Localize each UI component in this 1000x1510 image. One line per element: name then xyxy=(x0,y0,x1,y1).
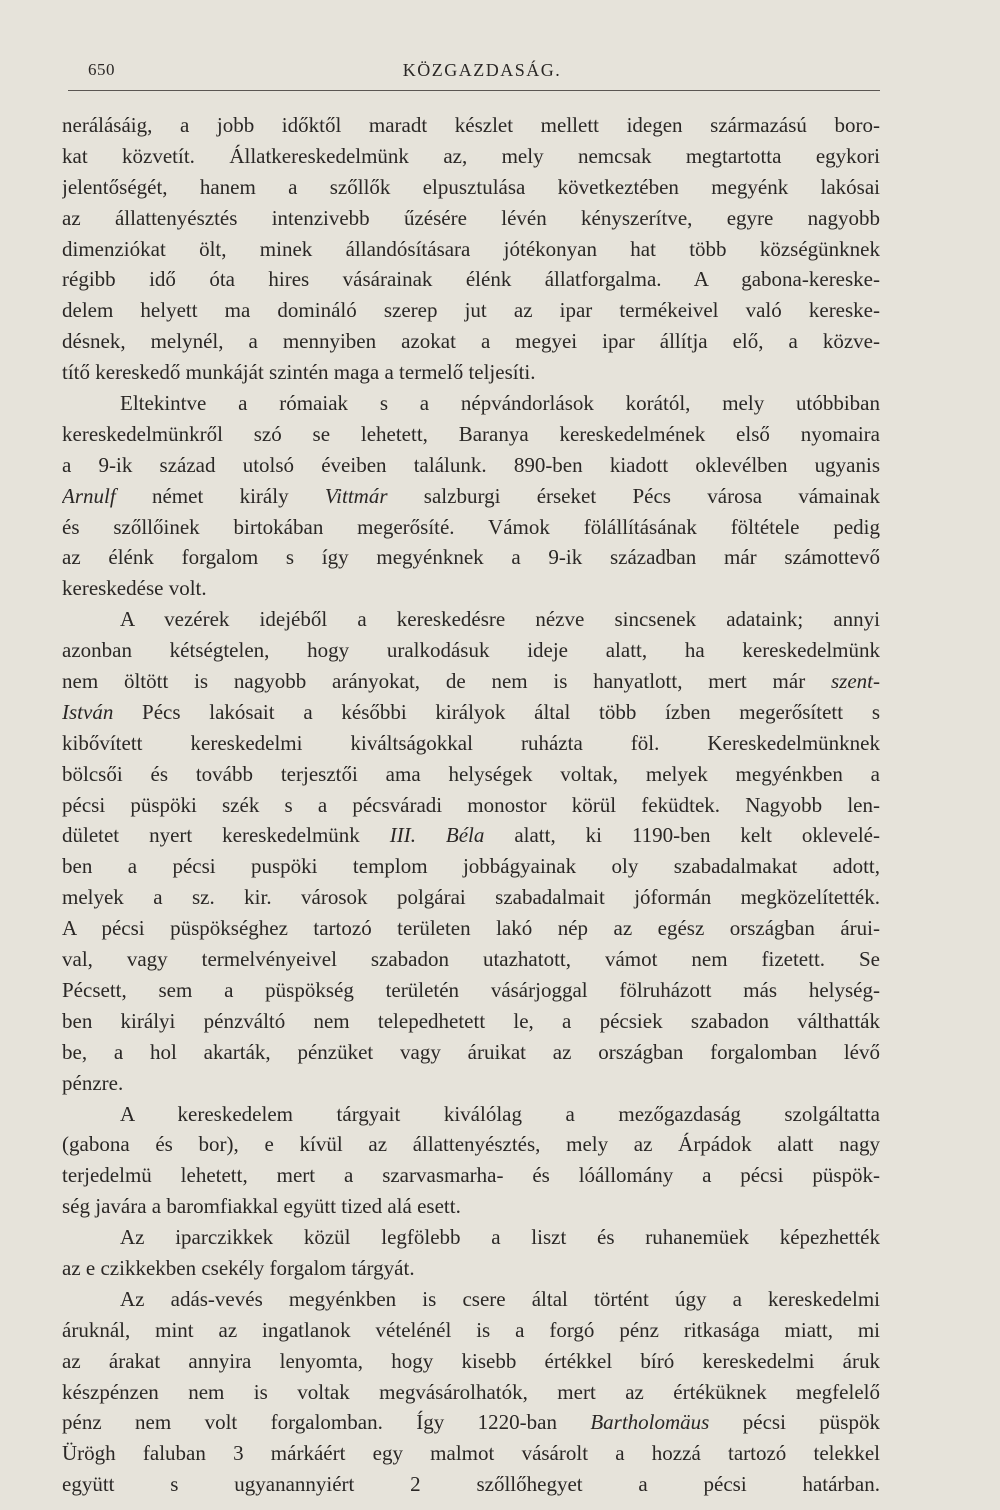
text-line xyxy=(62,1129,880,1160)
italic-segment: Bartholomäus xyxy=(590,1410,710,1435)
text-line xyxy=(62,759,880,790)
text-line xyxy=(62,295,880,326)
text-segment: dületet nyert kereskedelmünk xyxy=(62,823,390,848)
italic-segment: szent- xyxy=(831,669,880,694)
text-line xyxy=(62,975,880,1006)
text-line xyxy=(62,1469,880,1500)
text-segment: nerálásáig, a jobb időktől maradt készlet mellett idegen származású boro- xyxy=(62,113,880,137)
text-segment: Ürögh faluban 3 márkáért egy malmot vásárolt a hozzá tartozó telekkel xyxy=(62,1441,880,1466)
text-line xyxy=(62,141,880,172)
text-line xyxy=(62,1438,880,1469)
text-segment: ben a pécsi puspöki templom jobbágyainak oly szabadalmakat adott, xyxy=(62,854,880,879)
text-line xyxy=(62,542,880,573)
text-line xyxy=(62,573,880,604)
text-segment: dimenziókat ölt, minek állandósításara jótékonyan hat több községünknek xyxy=(62,236,880,261)
text-line xyxy=(62,1099,880,1130)
text-line xyxy=(62,1006,880,1037)
text-line xyxy=(62,1037,880,1068)
text-line xyxy=(62,1253,880,1284)
text-segment: régibb idő óta hires vásárainak élénk állatforgalma. A gabona-kereske- xyxy=(62,267,880,292)
text-line xyxy=(62,790,880,821)
text-segment: A pécsi püspökséghez tartozó területen lakó nép az egész országban árui- xyxy=(62,916,880,941)
text-line xyxy=(62,882,880,913)
text-segment: az élénk forgalom s így megyénknek a 9-ik században már számottevő xyxy=(62,545,880,570)
text-segment: alatt, ki 1190-ben kelt oklevelé- xyxy=(484,823,880,848)
text-line xyxy=(62,388,880,419)
text-segment: az állattenyésztés intenzivebb űzésére lévén kényszerítve, egyre nagyobb xyxy=(62,205,880,230)
text-segment: áruknál, mint az ingatlanok vételénél is a forgó pénz ritkasága miatt, mi xyxy=(62,1317,880,1342)
text-line xyxy=(62,1191,880,1222)
text-segment: val, vagy termelvényeivel szabadon utazhatott, vámot nem fizetett. Se xyxy=(62,947,880,972)
text-segment: Eltekintve a rómaiak s a népvándorlások korától, mely utóbbiban xyxy=(120,391,880,416)
text-segment: pénz nem volt forgalomban. Így 1220-ban xyxy=(62,1410,591,1435)
text-segment: és szőllőinek birtokában megerősíté. Vámok fölállításának föltétele pedig xyxy=(62,514,880,539)
text-line xyxy=(62,450,880,481)
text-segment: Pécsett, sem a püspökség területén vásárjoggal fölruházott más helység- xyxy=(62,977,880,1002)
text-segment: melyek a sz. kir. városok polgárai szabadalmait jóformán megközelítették. xyxy=(62,885,880,910)
text-segment: pécsi püspök xyxy=(709,1410,880,1435)
text-line xyxy=(62,1377,880,1408)
text-line xyxy=(62,357,880,388)
text-line xyxy=(62,1346,880,1377)
body-text xyxy=(62,110,880,1500)
text-segment: kat közvetít. Állatkereskedelmünk az, mely nemcsak megtartotta egykori xyxy=(62,143,880,168)
text-line xyxy=(62,1222,880,1253)
italic-segment: Vittmár xyxy=(324,483,388,508)
text-segment: títő kereskedő munkáját szintén maga a termelő teljesíti. xyxy=(62,360,536,385)
text-line xyxy=(62,481,880,512)
text-segment: désnek, melynél, a mennyiben azokat a megyei ipar állítja elő, a közve- xyxy=(62,329,880,354)
running-head: KÖZGAZDASÁG. xyxy=(402,60,562,80)
text-line xyxy=(62,604,880,635)
text-line xyxy=(62,697,880,728)
page-number: 650 xyxy=(88,60,115,79)
text-segment: be, a hol akarták, pénzüket vagy áruikat az országban forgalomban lévő xyxy=(62,1039,880,1064)
text-segment: készpénzen nem is voltak megvásárolhatók, mert az értéküknek megfelelő xyxy=(62,1379,880,1404)
text-segment: pénzre. xyxy=(62,1070,124,1095)
text-segment: ség javára a baromfiakkal együtt tized alá esett. xyxy=(62,1194,461,1219)
text-line xyxy=(62,635,880,666)
page-header xyxy=(88,60,876,88)
text-segment: salzburgi érseket Pécs városa vámainak xyxy=(387,483,880,508)
text-segment: (gabona és bor), e kívül az állattenyésztés, mely az Árpádok alatt nagy xyxy=(62,1132,880,1157)
text-segment: ben királyi pénzváltó nem telepedhetett le, a pécsiek szabadon válthatták xyxy=(62,1008,880,1033)
text-line xyxy=(62,1284,880,1315)
text-segment: delem helyett ma domináló szerep jut az ipar termékeivel való kereske- xyxy=(62,298,880,323)
header-rule xyxy=(68,90,880,91)
text-line xyxy=(62,913,880,944)
text-segment: azonban kétségtelen, hogy uralkodásuk ideje alatt, ha kereskedelmünk xyxy=(62,638,880,663)
text-line xyxy=(62,234,880,265)
text-line xyxy=(62,820,880,851)
text-segment: terjedelmü lehetett, mert a szarvasmarha- és lóállomány a pécsi püspök- xyxy=(62,1163,880,1188)
text-segment: német király xyxy=(115,483,325,508)
text-segment: az e czikkekben csekély forgalom tárgyát. xyxy=(62,1255,415,1280)
text-segment: Pécs lakósait a későbbi királyok által több ízben megerősített s xyxy=(113,699,880,724)
text-segment: nem öltött is nagyobb arányokat, de nem is hanyatlott, mert már xyxy=(62,669,831,694)
text-line xyxy=(62,512,880,543)
text-line xyxy=(62,1315,880,1346)
text-segment: kibővített kereskedelmi kiváltságokkal ruházta föl. Kereskedelmünknek xyxy=(62,730,880,755)
text-segment: bölcsői és tovább terjesztői ama helységek voltak, melyek megyénkben a xyxy=(62,761,880,786)
text-segment: együtt s ugyanannyiért 2 szőllőhegyet a pécsi határban. xyxy=(62,1472,880,1497)
text-line xyxy=(62,728,880,759)
text-line xyxy=(62,110,880,141)
text-segment: kereskedelmünkről szó se lehetett, Baranya kereskedelmének első nyomaira xyxy=(62,421,880,446)
text-line xyxy=(62,264,880,295)
text-line xyxy=(62,172,880,203)
text-segment: Az adás-vevés megyénkben is csere által történt úgy a kereskedelmi xyxy=(120,1286,880,1311)
italic-segment: III. Béla xyxy=(389,823,485,848)
italic-segment: Arnulf xyxy=(62,483,116,508)
text-line xyxy=(62,666,880,697)
text-line xyxy=(62,1160,880,1191)
text-segment: jelentőségét, hanem a szőllők elpusztulása következtében megyénk lakósai xyxy=(62,174,880,199)
text-line xyxy=(62,419,880,450)
text-segment: az árakat annyira lenyomta, hogy kisebb értékkel bíró kereskedelmi áruk xyxy=(62,1348,880,1373)
text-line xyxy=(62,326,880,357)
text-segment: a 9-ik század utolsó éveiben találunk. 890-ben kiadott oklevélben ugyanis xyxy=(62,452,880,477)
text-segment: A kereskedelem tárgyait kiválólag a mezőgazdaság szolgáltatta xyxy=(120,1101,880,1126)
text-line xyxy=(62,944,880,975)
text-segment: pécsi püspöki szék s a pécsváradi monostor körül feküdtek. Nagyobb len- xyxy=(62,792,880,817)
text-segment: Az iparczikkek közül legfölebb a liszt és ruhanemüek képezhették xyxy=(120,1225,880,1250)
text-segment: A vezérek idejéből a kereskedésre nézve sincsenek adataink; annyi xyxy=(120,607,880,632)
text-segment: kereskedése volt. xyxy=(62,576,207,601)
text-line xyxy=(62,203,880,234)
text-line xyxy=(62,851,880,882)
italic-segment: István xyxy=(62,699,114,724)
text-line xyxy=(62,1407,880,1438)
text-line xyxy=(62,1068,880,1099)
